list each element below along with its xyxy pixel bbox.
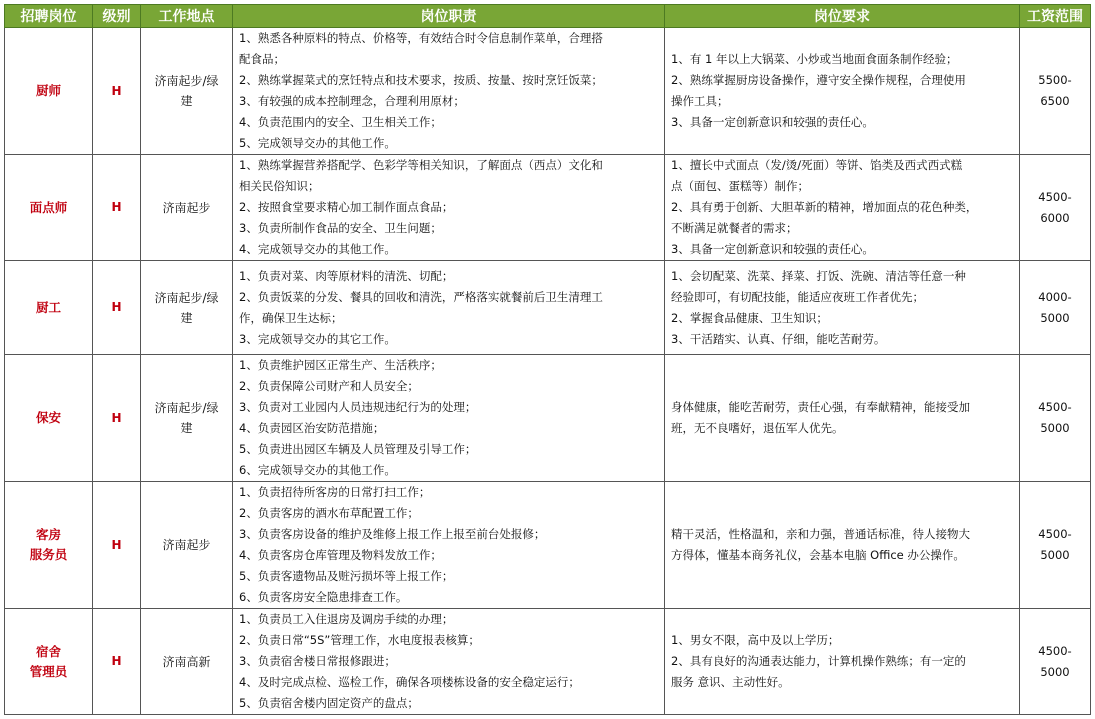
requirements-cell-line: 3、具备一定创新意识和较强的责任心。: [671, 242, 874, 256]
position-cell-line: 保安: [35, 410, 61, 425]
requirements-cell-line: 服务 意识、主动性好。: [671, 675, 790, 689]
duties-cell-line: 2、负责饭菜的分发、餐具的回收和清洗，严格落实就餐前后卫生清理工: [239, 289, 603, 304]
requirements-cell-line: 3、具备一定创新意识和较强的责任心。: [671, 115, 874, 129]
requirements-cell-line: 经验即可，有切配技能，能适应夜班工作者优先；: [671, 289, 924, 304]
duties-cell-line: 1、负责维护园区正常生产、生活秩序；: [239, 358, 442, 372]
requirements-cell-line: 1、擅长中式面点（发/烫/死面）等饼、馅类及西式西式糕: [671, 158, 963, 172]
table-row: [5, 355, 1091, 482]
duties-cell: [233, 609, 665, 715]
location-cell: [141, 155, 233, 261]
duties-cell-line: 1、负责对菜、肉等原材料的清洗、切配；: [239, 268, 454, 283]
salary-cell: 4000-5000: [1020, 261, 1091, 355]
duties-cell-line: 4、负责范围内的安全、卫生相关工作；: [239, 115, 442, 129]
requirements-cell-line: 身体健康，能吃苦耐劳，责任心强，有奉献精神，能接受加: [671, 400, 970, 414]
duties-cell-line: 作，确保卫生达标；: [239, 310, 343, 325]
requirements-cell: [665, 355, 1020, 482]
header-location: 工作地点: [141, 5, 233, 28]
salary-cell: 4500-5000: [1020, 609, 1091, 715]
duties-cell-line: 3、负责宿舍楼日常报修跟进；: [239, 654, 396, 668]
location-cell-line: 济南起步/绿: [154, 74, 219, 88]
position-cell: [5, 155, 93, 261]
duties-cell-line: 4、负责客房仓库管理及物料发放工作；: [239, 548, 442, 562]
requirements-cell-line: 点（面包、蛋糕等）制作；: [671, 179, 809, 193]
duties-cell-line: 2、熟练掌握菜式的烹饪特点和技术要求，按质、按量、按时烹饪饭菜；: [239, 73, 603, 87]
duties-cell-line: 2、负责保障公司财产和人员安全；: [239, 379, 419, 393]
header-row: [5, 5, 1091, 28]
table-row: [5, 261, 1091, 355]
duties-cell-line: 5、负责进出园区车辆及人员管理及引导工作；: [239, 442, 477, 456]
location-cell-line: 济南起步: [162, 538, 211, 552]
duties-cell: [233, 28, 665, 155]
position-cell: [5, 482, 93, 609]
level-cell: H: [93, 155, 141, 261]
duties-cell-line: 4、负责园区治安防范措施；: [239, 421, 385, 435]
duties-cell: [233, 355, 665, 482]
duties-cell-line: 5、负责宿舍楼内固定资产的盘点；: [239, 696, 419, 710]
header-duties: 岗位职责: [233, 5, 665, 28]
position-cell-line: 面点师: [29, 199, 68, 215]
header-position: 招聘岗位: [5, 5, 93, 28]
duties-cell-line: 3、完成领导交办的其它工作。: [239, 331, 396, 346]
recruitment-table: [4, 4, 1091, 715]
duties-cell-line: 6、负责客房安全隐患排查工作。: [239, 590, 408, 604]
salary-cell: 5500-6500: [1020, 28, 1091, 155]
salary-cell: 4500-5000: [1020, 482, 1091, 609]
duties-cell-line: 1、熟悉各种原料的特点、价格等，有效结合时令信息制作菜单，合理搭: [239, 31, 603, 45]
table-row: [5, 482, 1091, 609]
location-cell: [141, 482, 233, 609]
requirements-cell: [665, 482, 1020, 609]
position-cell-line: 厨师: [35, 83, 61, 98]
duties-cell-line: 6、完成领导交办的其他工作。: [239, 463, 396, 477]
duties-cell-line: 4、完成领导交办的其他工作。: [239, 242, 396, 256]
table-row: [5, 609, 1091, 715]
requirements-cell-line: 2、具有勇于创新、大胆革新的精神，增加面点的花色种类，: [671, 200, 978, 214]
location-cell-line: 济南起步: [162, 200, 211, 215]
position-cell: [5, 355, 93, 482]
duties-cell-line: 3、负责所制作食品的安全、卫生问题；: [239, 221, 442, 235]
duties-cell-line: 5、完成领导交办的其他工作。: [239, 136, 396, 150]
level-cell: H: [93, 482, 141, 609]
position-cell: [5, 609, 93, 715]
position-cell-line: 宿舍: [35, 643, 61, 659]
position-cell-line: 厨工: [35, 299, 61, 315]
duties-cell: [233, 261, 665, 355]
duties-cell-line: 相关民俗知识；: [239, 179, 320, 193]
position-cell-line: 客房: [35, 527, 61, 542]
duties-cell-line: 3、负责对工业园内人员违规违纪行为的处理；: [239, 400, 477, 414]
position-cell-line: 服务员: [29, 547, 68, 562]
duties-cell-line: 2、负责日常“5S”管理工作，水电度报表核算；: [239, 633, 480, 647]
requirements-cell-line: 精干灵活，性格温和，亲和力强，普通话标准，待人接物大: [671, 527, 970, 541]
location-cell: [141, 609, 233, 715]
location-cell: [141, 261, 233, 355]
duties-cell-line: 2、负责客房的酒水布草配置工作；: [239, 506, 419, 520]
table-row: [5, 155, 1091, 261]
header-level: 级别: [93, 5, 141, 28]
requirements-cell: [665, 609, 1020, 715]
requirements-cell-line: 不断满足就餐者的需求；: [671, 221, 798, 235]
requirements-cell: [665, 28, 1020, 155]
location-cell-line: 建: [180, 94, 193, 108]
level-cell: H: [93, 261, 141, 355]
requirements-cell-line: 1、会切配菜、洗菜、择菜、打饭、洗碗、清洁等任意一种: [671, 268, 966, 283]
position-cell-line: 管理员: [29, 663, 68, 679]
location-cell-line: 建: [180, 310, 193, 325]
location-cell: [141, 28, 233, 155]
duties-cell-line: 1、负责员工入住退房及调房手续的办理；: [239, 612, 454, 626]
level-cell: H: [93, 28, 141, 155]
location-cell-line: 建: [180, 421, 193, 435]
header-salary: 工资范围: [1020, 5, 1091, 28]
requirements-cell-line: 班，无不良嗜好，退伍军人优先。: [671, 421, 844, 435]
requirements-cell-line: 2、熟练掌握厨房设备操作，遵守安全操作规程，合理使用: [671, 73, 966, 87]
requirements-cell: [665, 261, 1020, 355]
requirements-cell-line: 2、具有良好的沟通表达能力，计算机操作熟练；有一定的: [671, 654, 966, 668]
salary-cell: 4500-5000: [1020, 355, 1091, 482]
duties-cell: [233, 482, 665, 609]
location-cell-line: 济南起步/绿: [154, 290, 219, 305]
location-cell: [141, 355, 233, 482]
duties-cell-line: 5、负责客遗物品及赃污损坏等上报工作；: [239, 569, 454, 583]
level-cell: H: [93, 355, 141, 482]
duties-cell: [233, 155, 665, 261]
location-cell-line: 济南起步/绿: [154, 401, 219, 415]
duties-cell-line: 1、负责招待所客房的日常打扫工作；: [239, 485, 431, 499]
requirements-cell-line: 3、干活踏实、认真、仔细，能吃苦耐劳。: [671, 331, 886, 346]
duties-cell-line: 4、及时完成点检、巡检工作，确保各项楼栋设备的安全稳定运行；: [239, 675, 580, 689]
requirements-cell: [665, 155, 1020, 261]
salary-cell: 4500-6000: [1020, 155, 1091, 261]
table-row: [5, 28, 1091, 155]
level-cell: H: [93, 609, 141, 715]
requirements-cell-line: 2、掌握食品健康、卫生知识；: [671, 310, 828, 325]
duties-cell-line: 3、负责客房设备的维护及维修上报工作上报至前台处报修；: [239, 527, 546, 541]
location-cell-line: 济南高新: [162, 654, 211, 669]
requirements-cell-line: 操作工具；: [671, 94, 729, 108]
duties-cell-line: 3、有较强的成本控制理念，合理利用原材；: [239, 94, 465, 108]
duties-cell-line: 2、按照食堂要求精心加工制作面点食品；: [239, 200, 454, 214]
position-cell: [5, 28, 93, 155]
duties-cell-line: 1、熟练掌握营养搭配学、色彩学等相关知识，了解面点（西点）文化和: [239, 158, 603, 172]
position-cell: [5, 261, 93, 355]
header-requirements: 岗位要求: [665, 5, 1020, 28]
requirements-cell-line: 方得体，懂基本商务礼仪，会基本电脑 Office 办公操作。: [671, 548, 965, 562]
duties-cell-line: 配食品；: [239, 52, 285, 66]
requirements-cell-line: 1、男女不限，高中及以上学历；: [671, 633, 840, 647]
requirements-cell-line: 1、有 1 年以上大锅菜、小炒或当地面食面条制作经验；: [671, 52, 958, 66]
